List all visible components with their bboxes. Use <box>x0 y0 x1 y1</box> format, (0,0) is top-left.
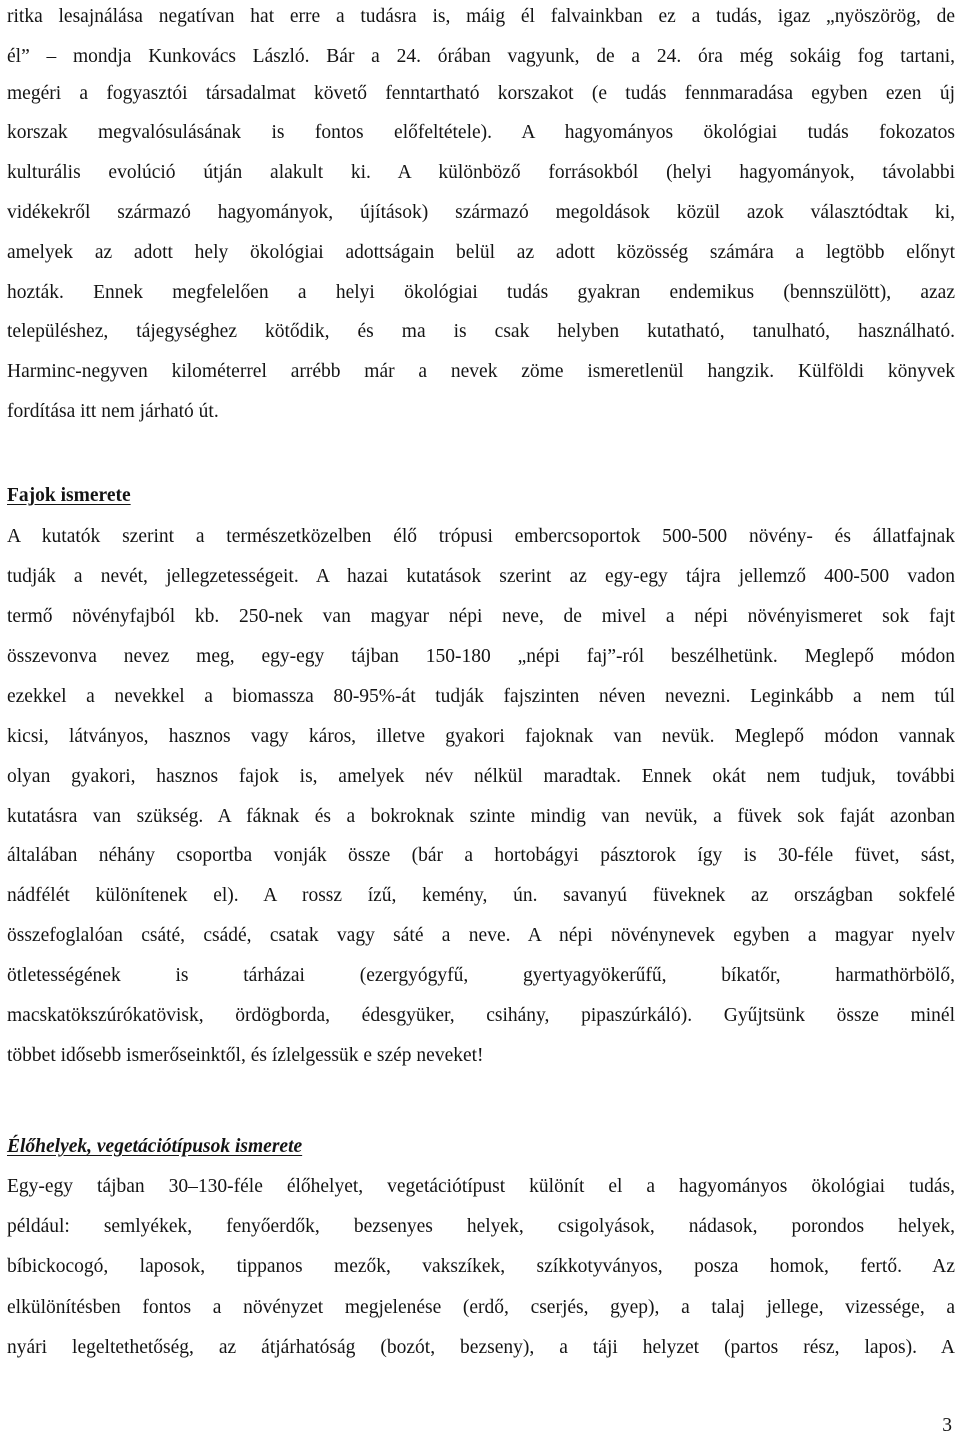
text-line: amelyek az adott hely ökológiai adottságain belül az adott közösség számára a legtöbb előnyt <box>7 242 955 263</box>
text-line: bíbickocogó, laposok, tippanos mezők, vakszíkek, szíkkotyványos, posza homok, fertő. Az <box>7 1256 955 1277</box>
text-line: Harminc-negyven kilométerrel arrébb már a nevek zöme ismeretlenül hangzik. Külföldi könyvek <box>7 361 955 382</box>
text-line: vidékekről származó hagyományok, újítások) származó megoldások közül azok választódtak ki, <box>7 202 955 223</box>
text-line: hozták. Ennek megfelelően a helyi ökológiai tudás gyakran endemikus (bennszülött), azaz <box>7 282 955 303</box>
page-number: 3 <box>942 1415 952 1436</box>
text-line: elkülönítésben fontos a növényzet megjelenése (erdő, cserjés, gyep), a talaj jellege, vizessége, a <box>7 1297 955 1318</box>
text-line: ötletességének is tárházai (ezergyógyfű, gyertyagyökerűfű, bíkatőr, harmathörbölő, <box>7 965 955 986</box>
text-line: korszak megvalósulásának is fontos előfeltétele). A hagyományos ökológiai tudás fokozatos <box>7 122 955 143</box>
text-line: termő növényfajból kb. 250-nek van magyar népi neve, de mivel a népi növényismeret sok fajt <box>7 606 955 627</box>
text-line: általában néhány csoportba vonják össze (bár a hortobágyi pásztorok így is 30-féle füvet, sást, <box>7 845 955 866</box>
text-line: kicsi, látványos, hasznos vagy káros, illetve gyakori fajoknak van nevük. Meglepő módon vannak <box>7 726 955 747</box>
text-line: kulturális evolúció útján alakult ki. A különböző forrásokból (helyi hagyományok, távolabbi <box>7 162 955 183</box>
section-heading: Élőhelyek, vegetációtípusok ismerete <box>7 1136 303 1157</box>
text-line: nyári legeltethetőség, az átjárhatóság (bozót, bezseny), a táji helyzet (partos rész, lapos). A <box>7 1337 955 1358</box>
text-line: ezekkel a nevekkel a biomassza 80-95%-át tudják fajszinten néven nevezni. Leginkább a nem túl <box>7 686 955 707</box>
text-line: A kutatók szerint a természetközelben élő trópusi embercsoportok 500-500 növény- és állatfajnak <box>7 526 955 547</box>
text-line: olyan gyakori, hasznos fajok is, amelyek név nélkül maradtak. Ennek okát nem tudjuk, további <box>7 766 955 787</box>
text-line: ritka lesajnálása negatívan hat erre a tudásra is, máig él falvainkban ez a tudás, igaz „nyöszörög, de <box>7 6 955 27</box>
text-line: nádfélét különítenek el). A rossz ízű, kemény, ún. savanyú füveknek az országban sokfelé <box>7 885 955 906</box>
text-line: összefoglalóan csáté, csádé, csatak vagy sáté a neve. A népi növénynevek egyben a magyar nyelv <box>7 925 955 946</box>
section-heading: Fajok ismerete <box>7 485 131 506</box>
text-line: például: semlyékek, fenyőerdők, bezsenyes helyek, csigolyások, nádasok, porondos helyek, <box>7 1216 955 1237</box>
text-line: fordítása itt nem járható út. <box>7 401 219 422</box>
text-line: tudják a nevét, jellegzetességeit. A hazai kutatások szerint az egy-egy tájra jellemző 400-500 vadon <box>7 566 955 587</box>
text-line: összevonva nevez meg, egy-egy tájban 150-180 „népi faj”-ról beszélhetünk. Meglepő módon <box>7 646 955 667</box>
text-line: megéri a fogyasztói társadalmat követő fenntartható korszakot (e tudás fennmaradása egyben ezen új <box>7 83 955 104</box>
text-line: többet idősebb ismerőseinktől, és ízlelgessük e szép neveket! <box>7 1045 484 1066</box>
text-line: él” – mondja Kunkovács László. Bár a 24. órában vagyunk, de a 24. óra még sokáig fog tartani, <box>7 46 955 67</box>
text-line: Egy-egy tájban 30–130-féle élőhelyet, vegetációtípust különít el a hagyományos ökológiai tudás, <box>7 1176 955 1197</box>
text-line: településhez, tájegységhez kötődik, és ma is csak helyben kutatható, tanulható, használható. <box>7 321 955 342</box>
text-line: kutatásra van szükség. A fáknak és a bokroknak szinte mindig van nevük, a füvek sok faját azonban <box>7 806 955 827</box>
text-line: macskatökszúrókatövisk, ördögborda, édesgyüker, csihány, pipaszúrkáló). Gyűjtsünk össze minél <box>7 1005 955 1026</box>
